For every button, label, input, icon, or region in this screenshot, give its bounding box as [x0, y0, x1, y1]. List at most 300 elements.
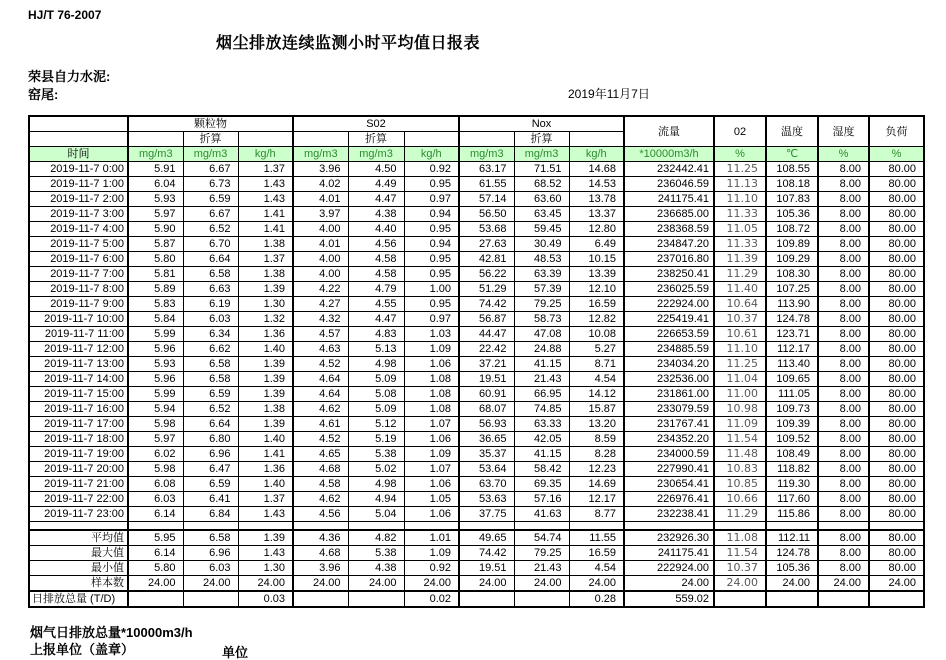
value-cell: 4.62	[293, 492, 348, 507]
value-cell: 35.37	[459, 447, 514, 462]
value-cell: 36.65	[459, 432, 514, 447]
value-cell: 5.89	[128, 282, 183, 297]
value-cell	[714, 522, 766, 530]
value-cell: 0.97	[404, 312, 459, 327]
unit-pm-mgm3: mg/m3	[128, 147, 183, 162]
reporting-org-label: 上报单位（盖章）	[30, 642, 135, 657]
value-cell: 5.83	[128, 297, 183, 312]
value-cell: 24.00	[624, 575, 714, 591]
value-cell: 107.25	[766, 282, 818, 297]
value-cell: 6.58	[183, 267, 238, 282]
value-cell: 5.02	[348, 462, 404, 477]
value-cell	[869, 522, 924, 530]
value-cell	[128, 591, 183, 607]
value-cell: 80.00	[869, 417, 924, 432]
header-row-groups	[29, 116, 924, 132]
value-cell: 1.06	[404, 357, 459, 372]
time-cell: 2019-11-7 6:00	[29, 252, 128, 267]
value-cell: 24.00	[869, 575, 924, 591]
value-cell: 112.11	[766, 530, 818, 546]
value-cell: 42.81	[459, 252, 514, 267]
group-header-nox: Nox	[459, 116, 624, 132]
value-cell: 8.28	[569, 447, 624, 462]
time-cell: 2019-11-7 13:00	[29, 357, 128, 372]
value-cell: 6.14	[128, 545, 183, 560]
value-cell	[183, 591, 238, 607]
value-cell: 4.55	[348, 297, 404, 312]
value-cell: 1.30	[238, 297, 293, 312]
time-header-blank	[29, 116, 128, 132]
value-cell: 108.18	[766, 177, 818, 192]
value-cell: 4.56	[348, 237, 404, 252]
value-cell: 11.29	[714, 507, 766, 522]
value-cell: 68.52	[514, 177, 569, 192]
value-cell: 4.68	[293, 545, 348, 560]
value-cell: 80.00	[869, 545, 924, 560]
value-cell: 6.64	[183, 417, 238, 432]
value-cell: 1.09	[404, 545, 459, 560]
value-cell: 5.87	[128, 237, 183, 252]
value-cell: 4.00	[293, 252, 348, 267]
value-cell: 1.39	[238, 530, 293, 546]
time-cell: 2019-11-7 14:00	[29, 372, 128, 387]
col-header-flow: 流量	[624, 116, 714, 147]
hourly-data-row	[29, 402, 924, 417]
hourly-data-row	[29, 177, 924, 192]
value-cell: 11.25	[714, 357, 766, 372]
value-cell: 80.00	[869, 462, 924, 477]
hourly-data-row	[29, 477, 924, 492]
time-cell: 2019-11-7 19:00	[29, 447, 128, 462]
time-cell: 2019-11-7 17:00	[29, 417, 128, 432]
sub-header-pm-converted: 折算	[183, 132, 238, 147]
value-cell: 12.10	[569, 282, 624, 297]
value-cell: 11.54	[714, 432, 766, 447]
value-cell: 6.59	[183, 387, 238, 402]
value-cell: 47.08	[514, 327, 569, 342]
value-cell: 4.54	[569, 560, 624, 575]
value-cell: 6.41	[183, 492, 238, 507]
value-cell: 241175.41	[624, 545, 714, 560]
value-cell: 1.40	[238, 342, 293, 357]
value-cell: 105.36	[766, 207, 818, 222]
hourly-data-row	[29, 447, 924, 462]
value-cell: 53.68	[459, 222, 514, 237]
value-cell: 80.00	[869, 432, 924, 447]
value-cell: 6.84	[183, 507, 238, 522]
value-cell: 14.69	[569, 477, 624, 492]
value-cell: 5.95	[128, 530, 183, 546]
value-cell: 8.00	[818, 342, 869, 357]
value-cell: 4.79	[348, 282, 404, 297]
value-cell: 8.00	[818, 252, 869, 267]
value-cell: 10.98	[714, 402, 766, 417]
time-cell	[29, 522, 128, 530]
value-cell: 74.85	[514, 402, 569, 417]
daily-total-row	[29, 591, 924, 607]
value-cell: 4.40	[348, 222, 404, 237]
hourly-data-row	[29, 192, 924, 207]
value-cell: 112.17	[766, 342, 818, 357]
value-cell: 6.64	[183, 252, 238, 267]
value-cell: 21.43	[514, 372, 569, 387]
value-cell: 5.09	[348, 372, 404, 387]
value-cell: 231767.41	[624, 417, 714, 432]
value-cell: 109.39	[766, 417, 818, 432]
unit-flow: *10000m3/h	[624, 147, 714, 162]
value-cell: 4.54	[569, 372, 624, 387]
value-cell: 6.14	[128, 507, 183, 522]
summary-row	[29, 575, 924, 591]
value-cell: 109.73	[766, 402, 818, 417]
value-cell: 8.00	[818, 282, 869, 297]
value-cell: 109.52	[766, 432, 818, 447]
value-cell: 57.39	[514, 282, 569, 297]
value-cell: 4.47	[348, 192, 404, 207]
time-cell: 2019-11-7 1:00	[29, 177, 128, 192]
value-cell	[514, 522, 569, 530]
value-cell: 80.00	[869, 312, 924, 327]
value-cell: 27.63	[459, 237, 514, 252]
value-cell: 0.94	[404, 237, 459, 252]
time-cell: 2019-11-7 3:00	[29, 207, 128, 222]
value-cell: 14.53	[569, 177, 624, 192]
value-cell	[569, 522, 624, 530]
value-cell	[459, 591, 514, 607]
value-cell: 10.37	[714, 312, 766, 327]
hourly-data-row	[29, 432, 924, 447]
value-cell: 58.42	[514, 462, 569, 477]
value-cell: 24.00	[818, 575, 869, 591]
value-cell	[766, 591, 818, 607]
value-cell: 4.38	[348, 560, 404, 575]
value-cell: 1.08	[404, 387, 459, 402]
value-cell: 234000.59	[624, 447, 714, 462]
value-cell: 5.93	[128, 357, 183, 372]
value-cell: 4.01	[293, 237, 348, 252]
value-cell: 80.00	[869, 282, 924, 297]
value-cell: 222924.00	[624, 560, 714, 575]
value-cell: 232536.00	[624, 372, 714, 387]
value-cell: 1.06	[404, 477, 459, 492]
value-cell: 63.70	[459, 477, 514, 492]
summary-label: 最大值	[29, 545, 128, 560]
value-cell: 0.92	[404, 560, 459, 575]
value-cell: 236685.00	[624, 207, 714, 222]
value-cell: 4.82	[348, 530, 404, 546]
value-cell: 24.88	[514, 342, 569, 357]
value-cell: 3.97	[293, 207, 348, 222]
value-cell: 1.43	[238, 192, 293, 207]
value-cell: 44.47	[459, 327, 514, 342]
unit-o2: %	[714, 147, 766, 162]
value-cell: 8.00	[818, 402, 869, 417]
value-cell	[183, 522, 238, 530]
value-cell: 11.33	[714, 207, 766, 222]
value-cell: 14.12	[569, 387, 624, 402]
value-cell: 1.32	[238, 312, 293, 327]
value-cell: 24.00	[348, 575, 404, 591]
value-cell: 11.08	[714, 530, 766, 546]
value-cell: 80.00	[869, 530, 924, 546]
value-cell: 236025.59	[624, 282, 714, 297]
value-cell: 5.96	[128, 372, 183, 387]
value-cell: 74.42	[459, 545, 514, 560]
value-cell: 80.00	[869, 402, 924, 417]
value-cell: 63.60	[514, 192, 569, 207]
value-cell: 80.00	[869, 237, 924, 252]
unit-nox-mgm3: mg/m3	[459, 147, 514, 162]
value-cell: 5.08	[348, 387, 404, 402]
sub-header-nox-converted: 折算	[514, 132, 569, 147]
value-cell: 0.95	[404, 177, 459, 192]
value-cell: 8.00	[818, 312, 869, 327]
value-cell: 232926.30	[624, 530, 714, 546]
value-cell: 11.48	[714, 447, 766, 462]
value-cell: 0.94	[404, 207, 459, 222]
value-cell: 15.87	[569, 402, 624, 417]
value-cell: 115.86	[766, 507, 818, 522]
value-cell: 4.27	[293, 297, 348, 312]
value-cell: 13.20	[569, 417, 624, 432]
separator-row	[29, 522, 924, 530]
blank-cell	[293, 132, 348, 147]
value-cell: 559.02	[624, 591, 714, 607]
value-cell: 4.64	[293, 387, 348, 402]
value-cell: 79.25	[514, 545, 569, 560]
value-cell: 30.49	[514, 237, 569, 252]
value-cell: 4.52	[293, 357, 348, 372]
value-cell: 234352.20	[624, 432, 714, 447]
time-cell: 2019-11-7 18:00	[29, 432, 128, 447]
hourly-data-row	[29, 252, 924, 267]
value-cell: 1.37	[238, 492, 293, 507]
value-cell: 1.40	[238, 432, 293, 447]
value-cell: 10.37	[714, 560, 766, 575]
value-cell: 6.70	[183, 237, 238, 252]
value-cell: 225419.41	[624, 312, 714, 327]
header-row-units	[29, 147, 924, 162]
col-header-temp: 温度	[766, 116, 818, 147]
value-cell: 118.82	[766, 462, 818, 477]
col-header-o2: 02	[714, 116, 766, 147]
value-cell: 80.00	[869, 372, 924, 387]
value-cell: 80.00	[869, 297, 924, 312]
value-cell: 6.19	[183, 297, 238, 312]
value-cell: 10.61	[714, 327, 766, 342]
time-cell: 2019-11-7 7:00	[29, 267, 128, 282]
value-cell: 80.00	[869, 267, 924, 282]
value-cell	[766, 522, 818, 530]
value-cell: 5.99	[128, 387, 183, 402]
value-cell	[348, 591, 404, 607]
value-cell: 1.36	[238, 327, 293, 342]
hourly-data-row	[29, 462, 924, 477]
value-cell: 0.95	[404, 222, 459, 237]
value-cell: 14.68	[569, 162, 624, 177]
value-cell: 8.00	[818, 417, 869, 432]
value-cell: 80.00	[869, 252, 924, 267]
value-cell: 80.00	[869, 342, 924, 357]
value-cell: 1.37	[238, 162, 293, 177]
value-cell	[459, 522, 514, 530]
value-cell: 6.96	[183, 447, 238, 462]
value-cell: 80.00	[869, 207, 924, 222]
value-cell: 8.00	[818, 357, 869, 372]
value-cell: 8.00	[818, 162, 869, 177]
time-cell: 2019-11-7 11:00	[29, 327, 128, 342]
time-column-header: 时间	[29, 147, 128, 162]
value-cell: 63.39	[514, 267, 569, 282]
unit-load: %	[869, 147, 924, 162]
value-cell: 79.25	[514, 297, 569, 312]
value-cell: 1.09	[404, 342, 459, 357]
value-cell: 4.56	[293, 507, 348, 522]
value-cell: 21.43	[514, 560, 569, 575]
value-cell: 8.00	[818, 372, 869, 387]
value-cell: 11.13	[714, 177, 766, 192]
value-cell: 1.41	[238, 222, 293, 237]
value-cell: 5.38	[348, 447, 404, 462]
value-cell: 226653.59	[624, 327, 714, 342]
value-cell: 11.05	[714, 222, 766, 237]
value-cell: 6.52	[183, 402, 238, 417]
hourly-data-row	[29, 312, 924, 327]
value-cell: 11.10	[714, 342, 766, 357]
value-cell: 237016.80	[624, 252, 714, 267]
value-cell: 63.45	[514, 207, 569, 222]
value-cell: 232442.41	[624, 162, 714, 177]
value-cell: 12.82	[569, 312, 624, 327]
value-cell: 5.98	[128, 417, 183, 432]
value-cell: 8.00	[818, 192, 869, 207]
value-cell: 1.39	[238, 357, 293, 372]
value-cell: 6.67	[183, 207, 238, 222]
value-cell: 5.94	[128, 402, 183, 417]
value-cell: 10.15	[569, 252, 624, 267]
value-cell: 63.17	[459, 162, 514, 177]
value-cell: 111.05	[766, 387, 818, 402]
value-cell: 42.05	[514, 432, 569, 447]
value-cell: 233079.59	[624, 402, 714, 417]
value-cell: 80.00	[869, 507, 924, 522]
time-cell: 2019-11-7 16:00	[29, 402, 128, 417]
value-cell: 0.28	[569, 591, 624, 607]
time-cell: 2019-11-7 22:00	[29, 492, 128, 507]
value-cell: 4.58	[293, 477, 348, 492]
value-cell: 69.35	[514, 477, 569, 492]
value-cell: 10.08	[569, 327, 624, 342]
value-cell: 1.39	[238, 387, 293, 402]
value-cell: 8.00	[818, 507, 869, 522]
value-cell	[348, 522, 404, 530]
value-cell: 56.87	[459, 312, 514, 327]
value-cell: 4.61	[293, 417, 348, 432]
value-cell: 57.16	[514, 492, 569, 507]
value-cell: 4.47	[348, 312, 404, 327]
value-cell: 113.40	[766, 357, 818, 372]
company-name: 荣县自力水泥:	[28, 69, 111, 84]
value-cell: 1.37	[238, 252, 293, 267]
col-header-humidity: 湿度	[818, 116, 869, 147]
blank-cell	[238, 132, 293, 147]
value-cell: 8.59	[569, 432, 624, 447]
summary-label: 样本数	[29, 575, 128, 591]
hourly-data-row	[29, 282, 924, 297]
value-cell: 11.04	[714, 372, 766, 387]
value-cell: 8.00	[818, 560, 869, 575]
value-cell: 11.09	[714, 417, 766, 432]
value-cell: 6.80	[183, 432, 238, 447]
value-cell: 236046.59	[624, 177, 714, 192]
value-cell: 6.47	[183, 462, 238, 477]
value-cell: 108.30	[766, 267, 818, 282]
value-cell: 8.00	[818, 492, 869, 507]
value-cell: 24.00	[183, 575, 238, 591]
value-cell: 13.78	[569, 192, 624, 207]
value-cell: 119.30	[766, 477, 818, 492]
time-cell: 2019-11-7 15:00	[29, 387, 128, 402]
value-cell: 5.81	[128, 267, 183, 282]
value-cell: 5.12	[348, 417, 404, 432]
value-cell: 6.49	[569, 237, 624, 252]
time-cell: 2019-11-7 8:00	[29, 282, 128, 297]
value-cell: 11.25	[714, 162, 766, 177]
hourly-data-row	[29, 327, 924, 342]
value-cell: 8.00	[818, 222, 869, 237]
value-cell: 8.00	[818, 477, 869, 492]
value-cell: 1.41	[238, 447, 293, 462]
value-cell: 80.00	[869, 447, 924, 462]
summary-row	[29, 530, 924, 546]
value-cell: 24.00	[238, 575, 293, 591]
value-cell: 4.00	[293, 222, 348, 237]
value-cell: 222924.00	[624, 297, 714, 312]
value-cell: 227990.41	[624, 462, 714, 477]
value-cell: 5.91	[128, 162, 183, 177]
value-cell: 80.00	[869, 560, 924, 575]
value-cell: 6.67	[183, 162, 238, 177]
value-cell: 0.95	[404, 297, 459, 312]
value-cell: 24.00	[514, 575, 569, 591]
blank-cell	[404, 132, 459, 147]
value-cell: 24.00	[569, 575, 624, 591]
value-cell: 8.00	[818, 207, 869, 222]
value-cell: 5.13	[348, 342, 404, 357]
value-cell: 6.58	[183, 357, 238, 372]
value-cell: 4.64	[293, 372, 348, 387]
time-cell: 2019-11-7 4:00	[29, 222, 128, 237]
location-label: 窑尾:	[28, 87, 59, 102]
value-cell: 74.42	[459, 297, 514, 312]
value-cell: 8.00	[818, 432, 869, 447]
value-cell: 13.37	[569, 207, 624, 222]
unit-nox-kgh: kg/h	[569, 147, 624, 162]
value-cell: 19.51	[459, 560, 514, 575]
value-cell: 6.03	[183, 312, 238, 327]
value-cell: 4.49	[348, 177, 404, 192]
value-cell: 5.09	[348, 402, 404, 417]
value-cell: 5.93	[128, 192, 183, 207]
value-cell: 11.54	[714, 545, 766, 560]
value-cell	[818, 591, 869, 607]
value-cell: 1.43	[238, 507, 293, 522]
value-cell: 80.00	[869, 177, 924, 192]
value-cell: 8.71	[569, 357, 624, 372]
value-cell: 10.64	[714, 297, 766, 312]
time-cell: 2019-11-7 9:00	[29, 297, 128, 312]
value-cell: 5.80	[128, 560, 183, 575]
